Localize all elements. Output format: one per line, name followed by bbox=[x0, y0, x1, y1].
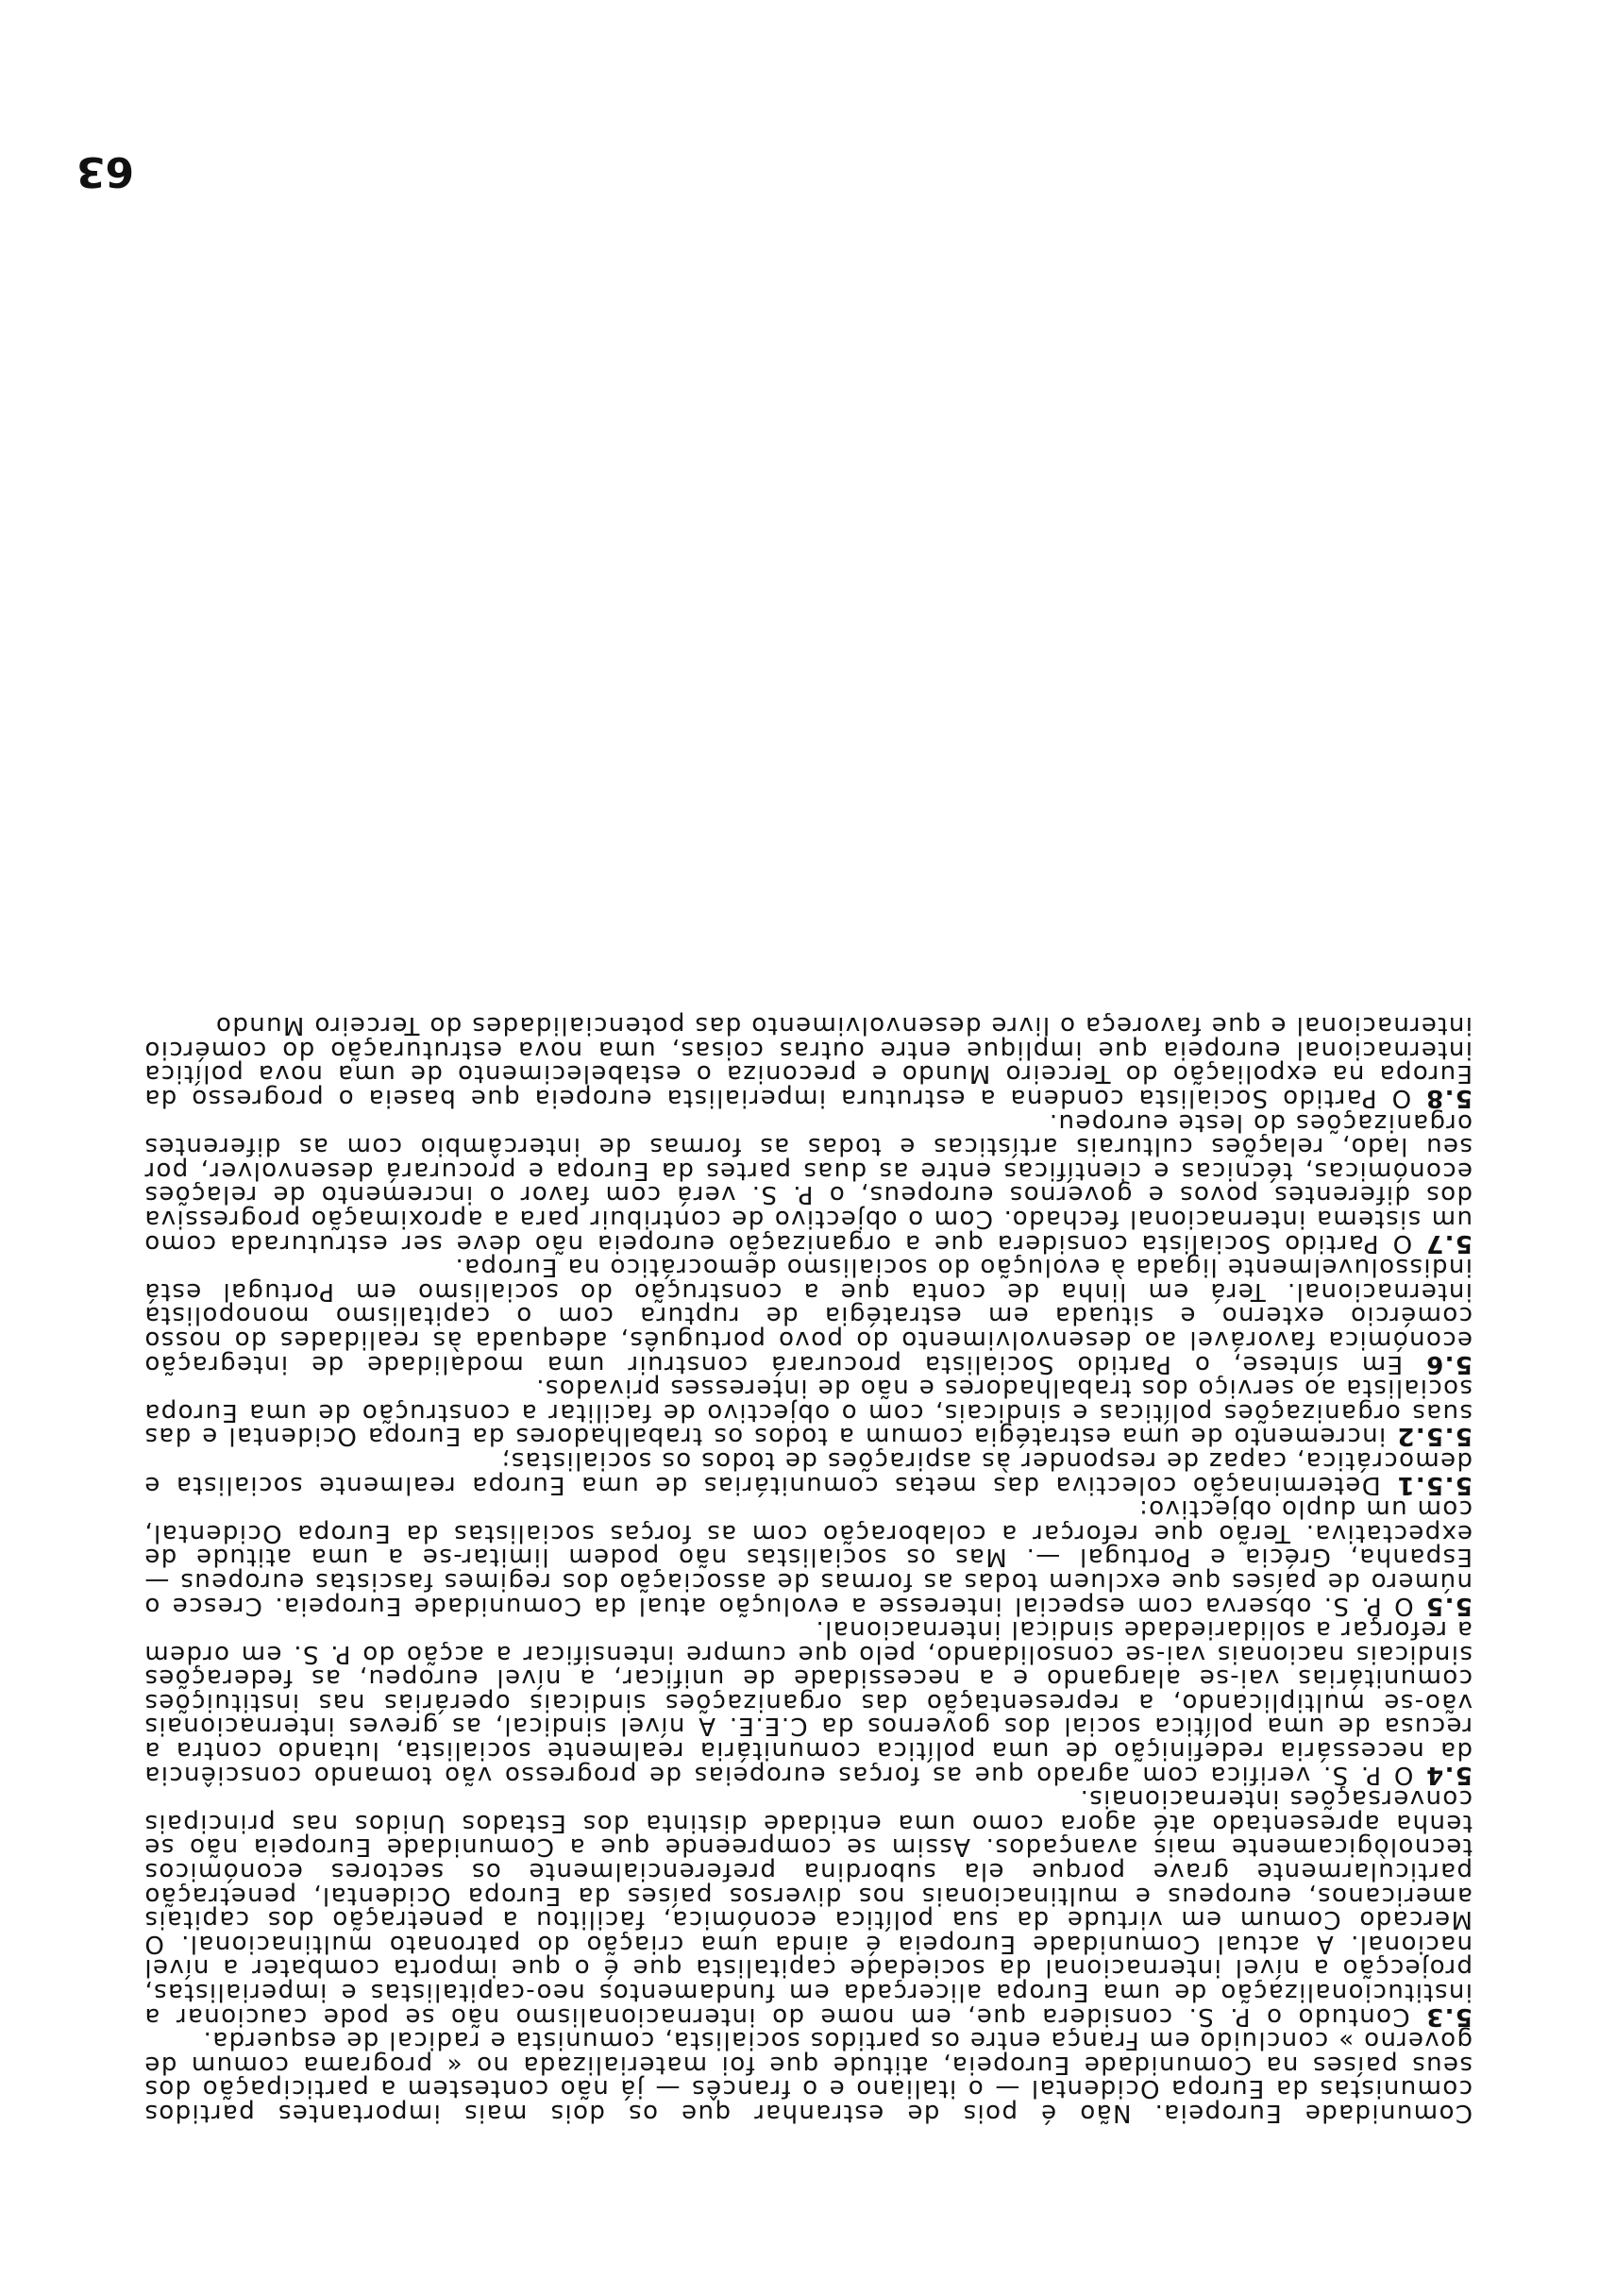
page-number: 63 bbox=[76, 147, 134, 195]
paragraph-5-5-1 bbox=[143, 1445, 1473, 1499]
paragraph-intro bbox=[143, 2026, 1473, 2127]
section-number: 5.4 bbox=[1424, 1760, 1473, 1789]
paragraph-text: incremento de uma estratégia comum a todos os trabalhadores da Europa Ocidental e das suas organizações políticas e sindicais, com o objectivo de facilitar a construção de uma Europa socialista ao serviço dos trabalhadores e não de interesses privados. bbox=[143, 1374, 1473, 1451]
paragraph-text: Em síntese, o Partido Socialista procurará construir uma modalidade de integração económica favorável ao desenvolvimento do povo português, adequada às realidades do nosso comércio externo e situada em estratégia de ruptura com o capitalismo monopolista internacional. Terá em linha de conta que a construção do socialismo em Portugal está indissoluvelmente ligada à evolução do socialismo democrático na Europa. bbox=[143, 1253, 1473, 1378]
paragraph-text: O P. S. observa com especial interesse a evolução atual da Comunidade Europeia. Cresce o número de países que excluem todas as formas de associação dos regimes fascistas europeus — Espanha, Grécia e Portugal —. Mas os socialistas não podem limitar-se a uma atitude de expectativa. Terão que reforçar a colaboração com as forças socialistas da Europa Ocidental, com um duplo objectivo: bbox=[143, 1494, 1473, 1620]
paragraph-5-5 bbox=[143, 1494, 1473, 1620]
paragraph-5-5-2 bbox=[143, 1374, 1473, 1451]
section-number: 5.7 bbox=[1424, 1228, 1473, 1258]
paragraph-text: Determinação colectiva das metas comunitárias de uma Europa realmente socialista e democrática, capaz de responder às aspirações de todos os socialistas; bbox=[143, 1445, 1473, 1499]
section-number: 5.3 bbox=[1424, 2001, 1473, 2031]
paragraph-5-8 bbox=[143, 1011, 1473, 1113]
text-column bbox=[143, 1011, 1473, 2127]
section-number: 5.5 bbox=[1424, 1591, 1473, 1620]
paragraph-text: O Partido Socialista considera que a organização europeia não deve ser estruturada como um sistema internacional fechado. Com o objectivo de contribuir para a aproximação progressiva dos diferentes povos e governos europeus, o P. S. verá com favor o incremento de relações económicas, técnicas e científicas entre as duas partes da Europa e procurará desenvolver, por seu lado, relações culturais artísticas e todas as formas de intercâmbio com as diferentes organizações do leste europeu. bbox=[143, 1107, 1473, 1258]
paragraph-text: O Partido Socialista condena a estrutura imperialista europeia que baseia o progresso da Europa na expoliação do Terceiro Mundo e preconiza o estabelecimento de uma nova política internacional europeia que implique entre outras coisas, uma nova estruturação do comércio internacional e que favoreça o livre desenvolvimento das potencialidades do Terceiro Mundo bbox=[143, 1011, 1473, 1113]
paragraph-text: Comunidade Europeia. Não é pois de estranhar que os dois mais importantes partidos comunistas da Europa Ocidental — o italiano e o francês — já não contestem a participação dos seus países na Comunidade Europeia, atitude que foi materializada no « programa comum de governo » concluido em França entre os partidos socialista, comunista e radical de esquerda. bbox=[143, 2026, 1473, 2127]
section-number: 5.5.2 bbox=[1395, 1422, 1473, 1451]
section-number: 5.6 bbox=[1424, 1349, 1473, 1378]
paragraph-5-7 bbox=[143, 1107, 1473, 1258]
paragraph-5-3 bbox=[143, 1784, 1473, 2031]
paragraph-text: O P. S. verifica com agrado que as forças europeias de progresso vão tomando consciência da necessária redefinição de uma política comunitária realmente socialista, lutando contra a recusa de uma política social dos governos da C.E.E. A nível sindical, as greves internacionais vão-se multiplicando, a representação das organizações sindicais operárias nas instituições comunitárias vai-se alargando e a necessidade de unificar, a nível europeu, as federações sindicais nacionais vai-se consolidando, pelo que cumpre intensificar a acção do P. S. em ordem a reforçar a solidariedade sindical internacional. bbox=[143, 1615, 1473, 1789]
paragraph-text: Contudo o P. S. considera que, em nome do internacionalismo não se pode caucionar a institucionalização de uma Europa alicerçada em fundamentos neo-capitalistas e imperialistas, projecção a nível internacional da sociedade capitalista que é o que importa combater a nível nacional. A actual Comunidade Europeia é ainda uma criação do patronato multinacional. O Mercado Comum em virtude da sua política económica, facilitou a penetração dos capitais americanos, europeus e multinacionais nos diversos países da Europa Ocidental, penetração particularmente grave porque ela subordina preferencialmente os sectores económicos tecnològicamente mais avançados. Assim se compreende que a Comunidade Europeia não se tenha apresentado até agora como uma entidade distinta dos Estados Unidos nas principais conversações internacionais. bbox=[143, 1784, 1473, 2031]
paragraph-5-6 bbox=[143, 1255, 1473, 1376]
paragraph-5-4 bbox=[143, 1615, 1473, 1789]
section-number: 5.8 bbox=[1424, 1084, 1473, 1113]
section-number: 5.5.1 bbox=[1395, 1470, 1473, 1499]
